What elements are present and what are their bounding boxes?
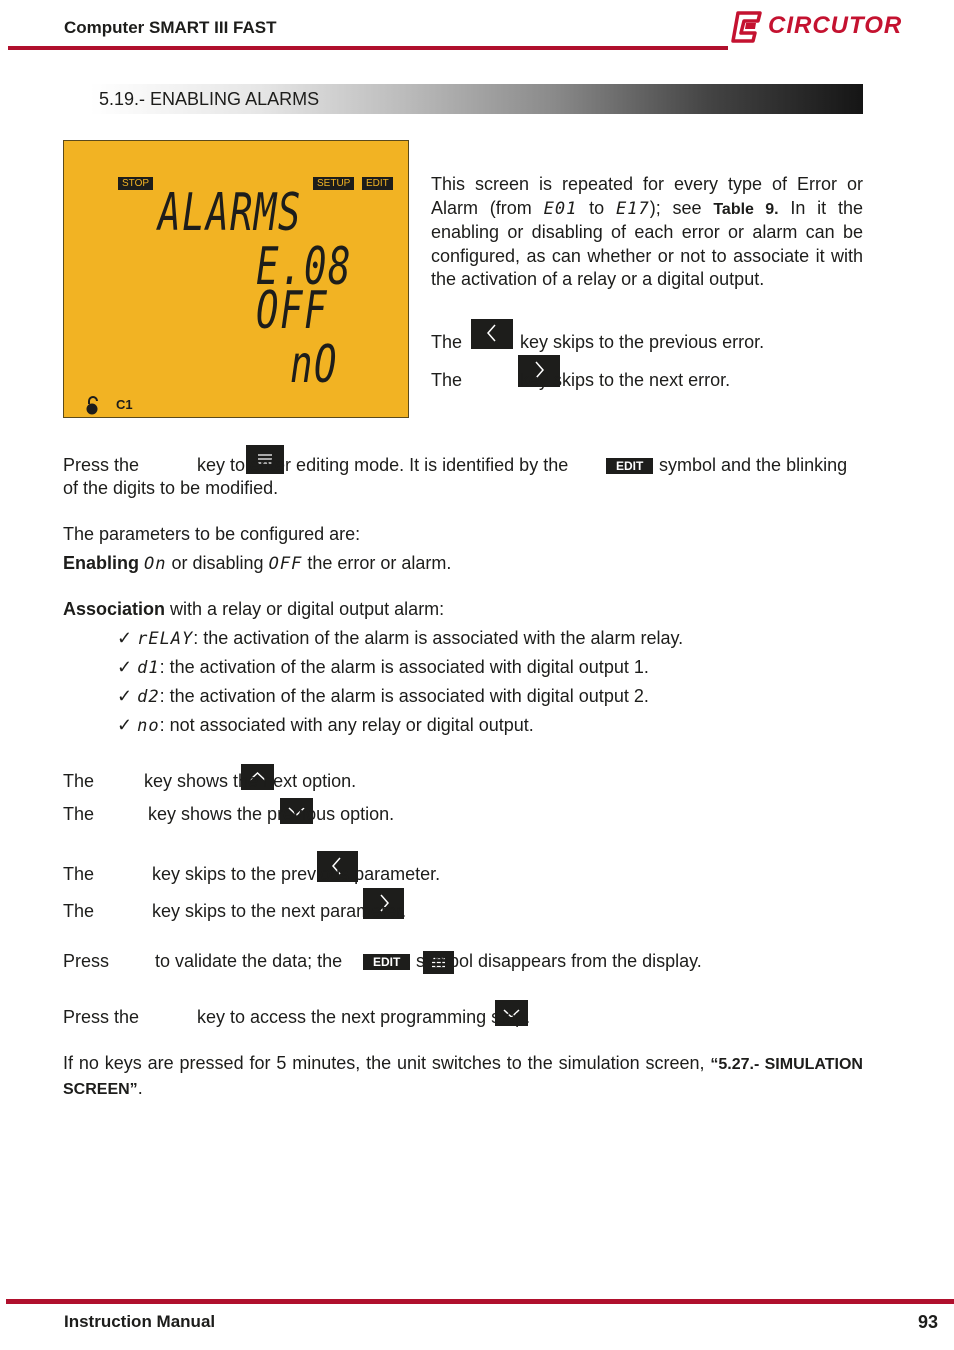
lcd-line-association: nO — [290, 335, 338, 395]
lcd-setup-badge: SETUP — [313, 177, 354, 190]
seg-on: On — [144, 554, 167, 574]
lcd-c1-indicator: C1 — [116, 397, 133, 412]
document-title: Computer SMART III FAST — [64, 18, 277, 37]
press-key-a: Press the — [63, 455, 140, 475]
down-key-line-b: key shows the previous option. — [148, 804, 395, 824]
page-number: 93 — [918, 1312, 939, 1332]
lcd-display — [63, 140, 409, 418]
lcd-line-state: OFF — [256, 281, 328, 341]
unlock-icon — [84, 395, 102, 415]
press-key-b: key to enter editing mode. It is identified by the — [197, 455, 569, 475]
lcd-line-alarms: ALARMS — [158, 183, 302, 243]
intro-next-error: The — [431, 370, 463, 390]
circutor-logo — [730, 8, 910, 46]
edit-symbol-badge: EDIT — [363, 954, 410, 970]
down-key-line-a: The — [63, 804, 95, 824]
up-key-line-a: The — [63, 771, 95, 791]
seg-e01: E01 — [543, 198, 578, 219]
list-item: ✓ no: not associated with any relay or digital output. — [117, 715, 534, 736]
press-key-c1: symbol and the blinking — [659, 455, 848, 475]
lcd-edit-badge: EDIT — [362, 177, 393, 190]
validate-line-a: Press — [63, 951, 110, 971]
list-item: ✓ rELAY: the activation of the alarm is associated with the alarm relay. — [117, 628, 684, 649]
lcd-stop-badge: STOP — [118, 177, 153, 190]
header-rule — [8, 46, 728, 50]
intro-next-error-text: key skips to the next error. — [520, 370, 731, 390]
right-key-line-b: key skips to the next parameter. — [152, 901, 407, 921]
left-key-icon — [471, 319, 513, 349]
simulation-screen-reference: “5.27.- SIMULATION SCREEN” — [63, 1056, 863, 1098]
circutor-logo-icon — [730, 9, 766, 45]
press-key-c2: of the digits to be modified. — [63, 478, 279, 498]
seg-e17: E17 — [615, 198, 650, 219]
params-intro: The parameters to be configured are: — [63, 524, 361, 544]
next-step-line-a: Press the — [63, 1007, 140, 1027]
checkmark-icon: ✓ — [117, 657, 138, 677]
association-line: Association with a relay or digital output alarm: — [63, 599, 445, 619]
list-item: ✓ d2: the activation of the alarm is associated with digital output 2. — [117, 686, 649, 707]
checkmark-icon: ✓ — [117, 686, 138, 706]
checkmark-icon: ✓ — [117, 715, 138, 735]
checkmark-icon: ✓ — [117, 628, 138, 648]
footer-rule — [6, 1299, 954, 1304]
section-title: 5.19.- ENABLING ALARMS — [99, 89, 320, 109]
right-key-line-a: The — [63, 901, 95, 921]
seg-off: OFF — [268, 554, 303, 574]
intro-prev-error: The — [431, 332, 463, 352]
validate-line-b: to validate the data; the — [155, 951, 343, 971]
timeout-paragraph: If no keys are pressed for 5 minutes, the unit switches to the simulation screen, “5.27.- SIMULATION SCREEN”. — [63, 1053, 863, 1098]
next-step-line-b: key to access the next programming step. — [197, 1007, 531, 1027]
up-key-line-b: key shows the next option. — [144, 771, 357, 791]
lcd-line-error-code: E.08 — [256, 237, 352, 297]
brand-name: CIRCUTOR — [768, 12, 903, 39]
section-heading-bar — [90, 84, 863, 114]
left-key-line-a: The — [63, 864, 95, 884]
validate-line-c: symbol disappears from the display. — [416, 951, 702, 971]
list-item: ✓ d1: the activation of the alarm is associated with digital output 1. — [117, 657, 649, 678]
intro-paragraph: This screen is repeated for every type of Error or Alarm (from E01 to E17); see Table 9. In it the enabling or disabling of each error or alarm can be configured, as can whether or not to associate it with the activation of a relay or a digital output. — [431, 174, 863, 289]
intro-prev-error-text: key skips to the previous error. — [520, 332, 765, 352]
enabling-line: Enabling On or disabling OFF the error or alarm. — [63, 553, 452, 574]
left-key-line-b: key skips to the previous parameter. — [152, 864, 441, 884]
table-reference: Table 9. — [713, 200, 779, 218]
edit-symbol-badge: EDIT — [606, 458, 653, 474]
footer-manual-label: Instruction Manual — [64, 1312, 216, 1331]
